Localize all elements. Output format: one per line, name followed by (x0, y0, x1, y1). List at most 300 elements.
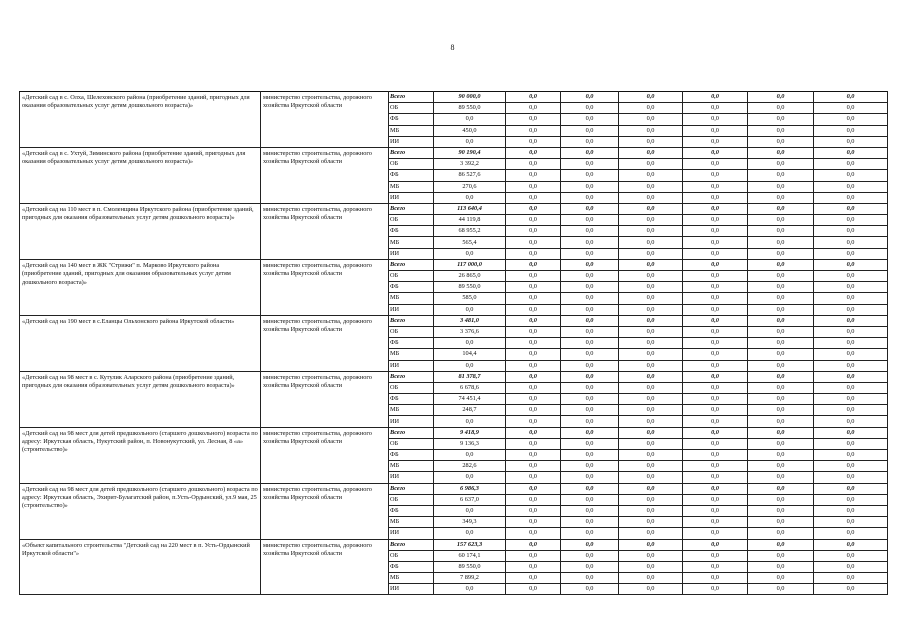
executor: министерство строительства, дорожного хозяйства Иркутской области (261, 147, 389, 203)
amount-cell: 0,0 (814, 427, 888, 438)
funding-source: ФБ (389, 226, 434, 237)
funding-source: ОБ (389, 438, 434, 449)
amount-cell: 0,0 (748, 136, 814, 147)
amount-cell: 0,0 (561, 494, 619, 505)
amount-cell: 0,0 (814, 203, 888, 214)
amount-cell: 0,0 (683, 405, 748, 416)
amount-cell: 0,0 (683, 416, 748, 427)
funding-source: МБ (389, 125, 434, 136)
amount-cell: 0,0 (683, 125, 748, 136)
amount-cell: 0,0 (506, 561, 561, 572)
amount-cell: 0,0 (814, 584, 888, 595)
funding-source: ИИ (389, 360, 434, 371)
amount-cell: 9 418,9 (434, 427, 506, 438)
amount-cell: 26 865,0 (434, 271, 506, 282)
executor: министерство строительства, дорожного хозяйства Иркутской области (261, 371, 389, 427)
amount-cell: 0,0 (506, 573, 561, 584)
amount-cell: 0,0 (748, 584, 814, 595)
amount-cell: 0,0 (683, 461, 748, 472)
amount-cell: 0,0 (561, 416, 619, 427)
amount-cell: 0,0 (683, 282, 748, 293)
amount-cell: 0,0 (434, 505, 506, 516)
amount-cell: 0,0 (619, 226, 683, 237)
amount-cell: 0,0 (619, 215, 683, 226)
amount-cell: 0,0 (619, 394, 683, 405)
amount-cell: 0,0 (561, 584, 619, 595)
amount-cell: 0,0 (748, 561, 814, 572)
amount-cell: 0,0 (748, 304, 814, 315)
amount-cell: 0,0 (561, 215, 619, 226)
amount-cell: 0,0 (561, 360, 619, 371)
amount-cell: 0,0 (619, 114, 683, 125)
amount-cell: 0,0 (561, 573, 619, 584)
amount-cell: 0,0 (619, 461, 683, 472)
amount-cell: 0,0 (434, 416, 506, 427)
amount-cell: 0,0 (561, 338, 619, 349)
project-name: «Детский сад в с. Ухтуй, Зиминского района (приобретение зданий, пригодных для оказания образовательных услуг детям дошкольного возраста)» (20, 147, 261, 203)
amount-cell: 0,0 (748, 326, 814, 337)
amount-cell: 0,0 (506, 237, 561, 248)
amount-cell: 0,0 (814, 573, 888, 584)
amount-cell: 0,0 (748, 405, 814, 416)
amount-cell: 0,0 (814, 237, 888, 248)
amount-cell: 0,0 (748, 517, 814, 528)
amount-cell: 0,0 (814, 226, 888, 237)
amount-cell: 0,0 (434, 114, 506, 125)
executor: министерство строительства, дорожного хозяйства Иркутской области (261, 427, 389, 483)
funding-source: ФБ (389, 450, 434, 461)
amount-cell: 0,0 (683, 293, 748, 304)
amount-cell: 0,0 (619, 382, 683, 393)
funding-source: Всего (389, 427, 434, 438)
funding-source: МБ (389, 405, 434, 416)
amount-cell: 0,0 (748, 573, 814, 584)
amount-cell: 0,0 (748, 315, 814, 326)
amount-cell: 0,0 (814, 181, 888, 192)
funding-source: Всего (389, 371, 434, 382)
amount-cell: 0,0 (561, 349, 619, 360)
amount-cell: 0,0 (561, 472, 619, 483)
table-row (20, 147, 888, 158)
executor: министерство строительства, дорожного хозяйства Иркутской области (261, 539, 389, 595)
amount-cell: 0,0 (561, 483, 619, 494)
amount-cell: 0,0 (619, 170, 683, 181)
amount-cell: 0,0 (506, 92, 561, 103)
amount-cell: 0,0 (683, 371, 748, 382)
amount-cell: 0,0 (561, 371, 619, 382)
funding-source: ОБ (389, 550, 434, 561)
funding-source: ОБ (389, 103, 434, 114)
amount-cell: 0,0 (561, 427, 619, 438)
amount-cell: 0,0 (683, 170, 748, 181)
executor: министерство строительства, дорожного хозяйства Иркутской области (261, 483, 389, 539)
amount-cell: 0,0 (506, 114, 561, 125)
amount-cell: 0,0 (748, 125, 814, 136)
amount-cell: 0,0 (814, 192, 888, 203)
amount-cell: 0,0 (683, 349, 748, 360)
amount-cell: 0,0 (561, 103, 619, 114)
amount-cell: 0,0 (506, 483, 561, 494)
amount-cell: 0,0 (619, 539, 683, 550)
amount-cell: 86 527,6 (434, 170, 506, 181)
amount-cell: 0,0 (814, 215, 888, 226)
amount-cell: 3 392,2 (434, 159, 506, 170)
amount-cell: 74 451,4 (434, 394, 506, 405)
amount-cell: 0,0 (814, 505, 888, 516)
funding-source: ИИ (389, 248, 434, 259)
table-row (20, 539, 888, 550)
amount-cell: 3 376,6 (434, 326, 506, 337)
amount-cell: 0,0 (561, 550, 619, 561)
amount-cell: 0,0 (683, 315, 748, 326)
amount-cell: 0,0 (619, 371, 683, 382)
funding-source: Всего (389, 92, 434, 103)
amount-cell: 0,0 (683, 215, 748, 226)
amount-cell: 9 136,3 (434, 438, 506, 449)
amount-cell: 0,0 (619, 360, 683, 371)
table-row (20, 92, 888, 103)
amount-cell: 0,0 (619, 450, 683, 461)
project-name: «Объект капитального строительства "Детский сад на 220 мест в п. Усть-Ордынский Иркутской области"» (20, 539, 261, 595)
amount-cell: 0,0 (814, 349, 888, 360)
amount-cell: 0,0 (814, 517, 888, 528)
amount-cell: 0,0 (748, 103, 814, 114)
funding-source: ФБ (389, 282, 434, 293)
amount-cell: 0,0 (619, 293, 683, 304)
funding-source: Всего (389, 259, 434, 270)
amount-cell: 0,0 (506, 326, 561, 337)
amount-cell: 0,0 (561, 159, 619, 170)
executor: министерство строительства, дорожного хозяйства Иркутской области (261, 92, 389, 148)
amount-cell: 3 481,0 (434, 315, 506, 326)
amount-cell: 349,3 (434, 517, 506, 528)
funding-source: Всего (389, 315, 434, 326)
amount-cell: 0,0 (506, 181, 561, 192)
amount-cell: 0,0 (619, 315, 683, 326)
amount-cell: 0,0 (814, 326, 888, 337)
amount-cell: 0,0 (619, 103, 683, 114)
amount-cell: 0,0 (748, 203, 814, 214)
amount-cell: 0,0 (434, 136, 506, 147)
funding-source: ФБ (389, 338, 434, 349)
amount-cell: 0,0 (619, 282, 683, 293)
funding-source: ФБ (389, 505, 434, 516)
amount-cell: 0,0 (814, 92, 888, 103)
amount-cell: 0,0 (814, 528, 888, 539)
amount-cell: 0,0 (434, 450, 506, 461)
amount-cell: 0,0 (814, 561, 888, 572)
amount-cell: 0,0 (748, 114, 814, 125)
amount-cell: 0,0 (619, 136, 683, 147)
amount-cell: 0,0 (561, 561, 619, 572)
funding-source: ФБ (389, 561, 434, 572)
funding-source: ИИ (389, 136, 434, 147)
amount-cell: 6 986,3 (434, 483, 506, 494)
amount-cell: 0,0 (561, 528, 619, 539)
amount-cell: 0,0 (561, 394, 619, 405)
amount-cell: 0,0 (683, 147, 748, 158)
amount-cell: 0,0 (683, 382, 748, 393)
amount-cell: 0,0 (619, 92, 683, 103)
amount-cell: 0,0 (561, 539, 619, 550)
project-name: «Детский сад на 98 мест для детей предшкольного (старшего дошкольного) возраста по адресу: Иркутская область, Нукутский район, п. Новонукутский, ул. Лесная, 8 «а» (строительство)» (20, 427, 261, 483)
amount-cell: 0,0 (506, 382, 561, 393)
amount-cell: 0,0 (619, 573, 683, 584)
project-name: «Детский сад на 140 мест в ЖК "Стрижи" п. Марково Иркутского района (приобретение зданий, пригодных для оказания образовательных услуг детям дошкольного возраста)» (20, 259, 261, 315)
funding-source: ИИ (389, 416, 434, 427)
amount-cell: 0,0 (748, 170, 814, 181)
amount-cell: 0,0 (506, 505, 561, 516)
project-name: «Детский сад в с. Олха, Шелеховского района (приобретение зданий, пригодных для оказания образовательных услуг детям дошкольного возраста)» (20, 92, 261, 148)
amount-cell: 0,0 (561, 192, 619, 203)
amount-cell: 0,0 (561, 304, 619, 315)
amount-cell: 0,0 (506, 550, 561, 561)
amount-cell: 0,0 (683, 450, 748, 461)
amount-cell: 0,0 (561, 326, 619, 337)
amount-cell: 0,0 (814, 147, 888, 158)
amount-cell: 0,0 (683, 92, 748, 103)
amount-cell: 0,0 (683, 181, 748, 192)
funding-source: ФБ (389, 114, 434, 125)
table-body (20, 92, 888, 595)
amount-cell: 60 174,1 (434, 550, 506, 561)
amount-cell: 0,0 (814, 539, 888, 550)
amount-cell: 0,0 (748, 416, 814, 427)
amount-cell: 6 678,6 (434, 382, 506, 393)
amount-cell: 90 190,4 (434, 147, 506, 158)
amount-cell: 157 623,3 (434, 539, 506, 550)
amount-cell: 0,0 (748, 461, 814, 472)
amount-cell: 0,0 (748, 360, 814, 371)
amount-cell: 0,0 (561, 114, 619, 125)
amount-cell: 0,0 (814, 282, 888, 293)
amount-cell: 0,0 (814, 136, 888, 147)
amount-cell: 0,0 (814, 103, 888, 114)
amount-cell: 0,0 (748, 505, 814, 516)
amount-cell: 0,0 (506, 282, 561, 293)
amount-cell: 0,0 (561, 226, 619, 237)
funding-source: МБ (389, 181, 434, 192)
amount-cell: 0,0 (748, 159, 814, 170)
project-name: «Детский сад на 110 мест в п. Смоленщина Иркутского района (приобретение зданий, пригодных для оказания образовательных услуг детям дошкольного возраста)» (20, 203, 261, 259)
amount-cell: 89 550,0 (434, 561, 506, 572)
funding-source: ИИ (389, 192, 434, 203)
amount-cell: 0,0 (506, 215, 561, 226)
amount-cell: 0,0 (506, 394, 561, 405)
amount-cell: 0,0 (683, 584, 748, 595)
amount-cell: 0,0 (748, 338, 814, 349)
amount-cell: 0,0 (814, 550, 888, 561)
amount-cell: 565,4 (434, 237, 506, 248)
amount-cell: 0,0 (506, 438, 561, 449)
amount-cell: 0,0 (561, 282, 619, 293)
amount-cell: 0,0 (748, 215, 814, 226)
amount-cell: 0,0 (619, 125, 683, 136)
funding-table (19, 91, 888, 595)
amount-cell: 0,0 (683, 505, 748, 516)
table-row (20, 315, 888, 326)
amount-cell: 0,0 (619, 192, 683, 203)
amount-cell: 450,0 (434, 125, 506, 136)
amount-cell: 0,0 (683, 226, 748, 237)
table-row (20, 259, 888, 270)
amount-cell: 0,0 (748, 550, 814, 561)
table-row (20, 427, 888, 438)
amount-cell: 0,0 (683, 517, 748, 528)
amount-cell: 0,0 (748, 259, 814, 270)
amount-cell: 0,0 (506, 248, 561, 259)
amount-cell: 0,0 (506, 405, 561, 416)
amount-cell: 0,0 (683, 326, 748, 337)
amount-cell: 0,0 (748, 271, 814, 282)
amount-cell: 0,0 (506, 315, 561, 326)
amount-cell: 0,0 (561, 92, 619, 103)
amount-cell: 0,0 (814, 293, 888, 304)
amount-cell: 0,0 (683, 573, 748, 584)
funding-source: МБ (389, 517, 434, 528)
amount-cell: 0,0 (748, 237, 814, 248)
amount-cell: 0,0 (814, 483, 888, 494)
amount-cell: 0,0 (619, 304, 683, 315)
amount-cell: 0,0 (506, 170, 561, 181)
amount-cell: 0,0 (506, 192, 561, 203)
funding-source: ИИ (389, 304, 434, 315)
table-row (20, 483, 888, 494)
amount-cell: 0,0 (561, 147, 619, 158)
amount-cell: 0,0 (748, 147, 814, 158)
amount-cell: 0,0 (506, 293, 561, 304)
amount-cell: 0,0 (561, 438, 619, 449)
amount-cell: 0,0 (506, 159, 561, 170)
amount-cell: 0,0 (434, 304, 506, 315)
amount-cell: 0,0 (683, 360, 748, 371)
funding-source: МБ (389, 237, 434, 248)
amount-cell: 0,0 (748, 293, 814, 304)
amount-cell: 44 119,8 (434, 215, 506, 226)
amount-cell: 0,0 (683, 259, 748, 270)
amount-cell: 0,0 (561, 450, 619, 461)
amount-cell: 0,0 (434, 528, 506, 539)
amount-cell: 0,0 (506, 147, 561, 158)
funding-source: Всего (389, 483, 434, 494)
executor: министерство строительства, дорожного хозяйства Иркутской области (261, 315, 389, 371)
amount-cell: 0,0 (619, 550, 683, 561)
funding-source: ИИ (389, 528, 434, 539)
amount-cell: 0,0 (506, 450, 561, 461)
amount-cell: 0,0 (814, 248, 888, 259)
amount-cell: 90 000,0 (434, 92, 506, 103)
amount-cell: 0,0 (506, 304, 561, 315)
amount-cell: 0,0 (561, 259, 619, 270)
amount-cell: 0,0 (748, 282, 814, 293)
amount-cell: 0,0 (814, 338, 888, 349)
amount-cell: 0,0 (748, 382, 814, 393)
amount-cell: 0,0 (748, 438, 814, 449)
amount-cell: 0,0 (561, 405, 619, 416)
amount-cell: 0,0 (683, 539, 748, 550)
funding-source: Всего (389, 203, 434, 214)
amount-cell: 0,0 (619, 326, 683, 337)
amount-cell: 0,0 (814, 394, 888, 405)
amount-cell: 0,0 (814, 461, 888, 472)
funding-source: ОБ (389, 159, 434, 170)
amount-cell: 0,0 (814, 271, 888, 282)
amount-cell: 0,0 (683, 438, 748, 449)
amount-cell: 0,0 (561, 237, 619, 248)
amount-cell: 0,0 (814, 405, 888, 416)
amount-cell: 0,0 (814, 304, 888, 315)
amount-cell: 0,0 (619, 203, 683, 214)
amount-cell: 0,0 (561, 517, 619, 528)
amount-cell: 0,0 (619, 517, 683, 528)
amount-cell: 0,0 (619, 259, 683, 270)
amount-cell: 0,0 (619, 271, 683, 282)
amount-cell: 0,0 (619, 438, 683, 449)
funding-source: ИИ (389, 584, 434, 595)
amount-cell: 0,0 (814, 382, 888, 393)
amount-cell: 0,0 (506, 584, 561, 595)
amount-cell: 0,0 (434, 338, 506, 349)
project-name: «Детский сад на 98 мест в с. Кутулик Аларского района (приобретение зданий, пригодных для оказания образовательных услуг детям дошкольного возраста)» (20, 371, 261, 427)
amount-cell: 0,0 (434, 584, 506, 595)
funding-source: ОБ (389, 326, 434, 337)
funding-source: МБ (389, 461, 434, 472)
amount-cell: 0,0 (506, 517, 561, 528)
amount-cell: 0,0 (619, 237, 683, 248)
amount-cell: 0,0 (748, 528, 814, 539)
amount-cell: 0,0 (748, 483, 814, 494)
amount-cell: 0,0 (814, 472, 888, 483)
amount-cell: 0,0 (683, 394, 748, 405)
amount-cell: 89 550,0 (434, 282, 506, 293)
amount-cell: 7 899,2 (434, 573, 506, 584)
funding-source: ОБ (389, 271, 434, 282)
amount-cell: 0,0 (748, 181, 814, 192)
funding-source: МБ (389, 293, 434, 304)
amount-cell: 0,0 (434, 472, 506, 483)
amount-cell: 0,0 (619, 494, 683, 505)
amount-cell: 0,0 (506, 203, 561, 214)
amount-cell: 0,0 (814, 371, 888, 382)
amount-cell: 0,0 (814, 416, 888, 427)
page-number: 8 (450, 43, 455, 52)
amount-cell: 0,0 (561, 170, 619, 181)
amount-cell: 0,0 (619, 561, 683, 572)
amount-cell: 282,6 (434, 461, 506, 472)
executor: министерство строительства, дорожного хозяйства Иркутской области (261, 203, 389, 259)
amount-cell: 0,0 (506, 371, 561, 382)
amount-cell: 0,0 (814, 159, 888, 170)
amount-cell: 0,0 (814, 315, 888, 326)
amount-cell: 0,0 (683, 304, 748, 315)
amount-cell: 0,0 (561, 136, 619, 147)
funding-source: Всего (389, 539, 434, 550)
amount-cell: 0,0 (683, 550, 748, 561)
amount-cell: 0,0 (683, 494, 748, 505)
amount-cell: 0,0 (748, 539, 814, 550)
amount-cell: 0,0 (506, 539, 561, 550)
amount-cell: 0,0 (683, 103, 748, 114)
amount-cell: 0,0 (814, 125, 888, 136)
amount-cell: 0,0 (561, 315, 619, 326)
amount-cell: 0,0 (619, 248, 683, 259)
amount-cell: 0,0 (748, 472, 814, 483)
amount-cell: 0,0 (561, 203, 619, 214)
amount-cell: 0,0 (619, 338, 683, 349)
amount-cell: 0,0 (506, 271, 561, 282)
amount-cell: 0,0 (506, 494, 561, 505)
amount-cell: 0,0 (561, 505, 619, 516)
